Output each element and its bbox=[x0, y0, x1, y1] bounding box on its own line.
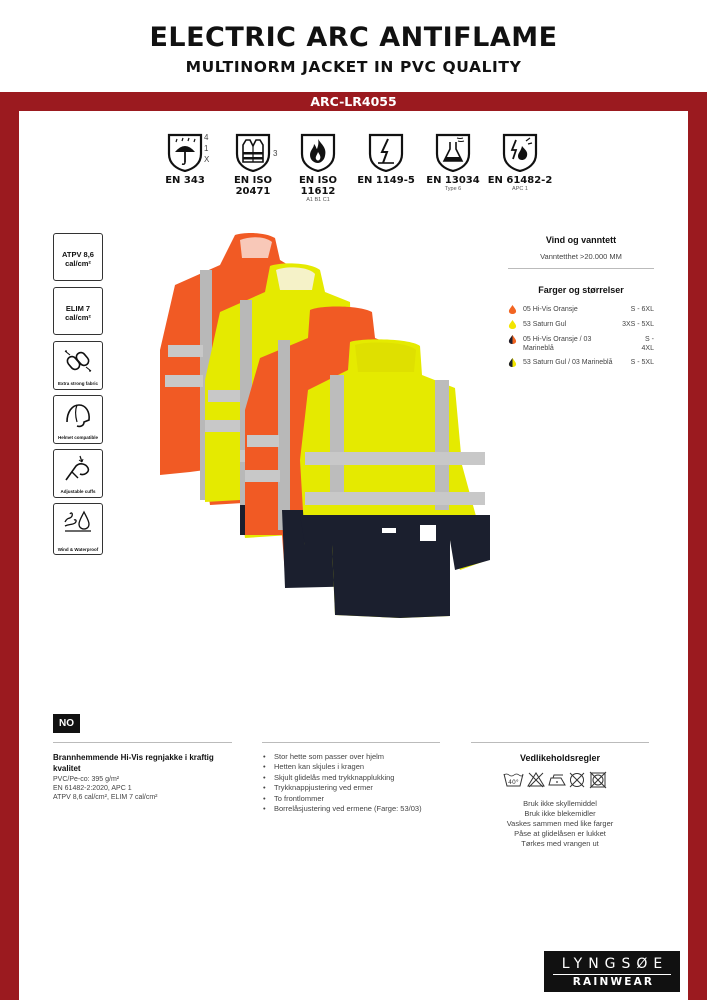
color-sizes: S - 6XL bbox=[630, 306, 654, 313]
norm-label: EN ISO 20471 bbox=[233, 175, 273, 197]
norm-sub: APC 1 bbox=[512, 186, 528, 192]
flame-shield-icon bbox=[298, 132, 338, 172]
color-row bbox=[508, 335, 654, 355]
divider bbox=[471, 742, 649, 743]
header bbox=[0, 0, 707, 92]
prop-caption: Adjustable cuffs bbox=[60, 489, 96, 494]
feature-item: • To frontlommer bbox=[263, 794, 463, 804]
language-badge: NO bbox=[53, 714, 80, 733]
electric-arc-shield-icon bbox=[500, 132, 540, 172]
norm-label: EN ISO 11612 bbox=[298, 175, 338, 197]
divider bbox=[53, 742, 232, 743]
prop-helmet bbox=[53, 395, 103, 444]
level-1: 4 bbox=[204, 133, 209, 142]
wind-water-icon bbox=[62, 508, 94, 534]
wind-water-title: Vind og vanntett bbox=[545, 235, 617, 245]
description-title: Brannhemmende Hi-Vis regnjakke i kraftig kvalitet bbox=[53, 753, 214, 773]
prop-atpv-text: ATPV 8,6 cal/cm² bbox=[62, 250, 94, 268]
no-dry-clean-icon bbox=[570, 773, 584, 787]
norm-en-iso-11612 bbox=[283, 132, 353, 204]
color-name: 53 Saturn Gul bbox=[523, 321, 567, 328]
umbrella-rain-shield-icon bbox=[165, 132, 205, 172]
color-sizes: 3XS - 5XL bbox=[622, 321, 654, 328]
feature-item: • Borrelåsjustering ved ermene (Farge: 53/03) bbox=[263, 804, 463, 814]
norm-en-iso-20471 bbox=[218, 132, 288, 197]
color-name: 05 Hi-Vis Oransje bbox=[523, 306, 578, 313]
care-line: Bruk ikke blekemidler bbox=[524, 809, 596, 818]
prop-caption: Helmet compatible bbox=[57, 435, 98, 440]
prop-wind-water bbox=[53, 503, 103, 555]
page-subtitle: MULTINORM JACKET IN PVC QUALITY bbox=[185, 58, 522, 76]
care-line: Tørkes med vrangen ut bbox=[521, 839, 599, 848]
color-name: 53 Saturn Gul / 03 Marineblå bbox=[523, 359, 613, 366]
helmet-icon bbox=[62, 400, 94, 430]
prop-atpv bbox=[53, 233, 103, 281]
lightning-shield-icon bbox=[366, 132, 406, 172]
prop-elim bbox=[53, 287, 103, 335]
hi-vis-vest-icon bbox=[233, 132, 273, 172]
care-title: Vedlikeholdsregler bbox=[519, 753, 601, 763]
prop-caption: Wind & Waterproof bbox=[57, 547, 99, 552]
norm-en13034 bbox=[418, 132, 488, 193]
norm-label: EN 343 bbox=[165, 175, 205, 186]
description-line: PVC/Pe-co: 395 g/m² bbox=[53, 776, 120, 783]
norm-sub: Type 6 bbox=[444, 186, 462, 192]
logo-separator bbox=[553, 974, 671, 975]
norm-en20471-class: 3 bbox=[273, 149, 278, 158]
drop-swatch-icon bbox=[508, 358, 517, 367]
color-row bbox=[508, 320, 654, 332]
color-sizes: S - 4XL bbox=[641, 336, 654, 352]
norm-label: EN 13034 bbox=[426, 175, 480, 186]
care-line: Bruk ikke skyllemiddel bbox=[523, 799, 597, 808]
color-row bbox=[508, 358, 654, 370]
feature-item: • Skjult glidelås med trykknapplukking bbox=[263, 773, 463, 783]
brand-logo bbox=[544, 951, 680, 992]
norm-en343 bbox=[150, 132, 220, 186]
product-jackets-image bbox=[150, 230, 500, 620]
logo-line1: LYNGSØE bbox=[561, 956, 669, 972]
norm-label: EN 61482-2 bbox=[487, 175, 553, 186]
drop-swatch-icon bbox=[508, 335, 517, 344]
feature-item: • Hetten kan skjules i kragen bbox=[263, 762, 463, 772]
wash-tub-icon bbox=[504, 774, 523, 786]
no-bleach-icon bbox=[528, 773, 544, 787]
prop-cuffs bbox=[53, 449, 103, 498]
divider bbox=[262, 742, 440, 743]
chain-icon bbox=[62, 346, 94, 376]
prop-extra-strong bbox=[53, 341, 103, 390]
level-3: X bbox=[204, 155, 210, 164]
divider bbox=[508, 268, 654, 269]
page-title: ELECTRIC ARC ANTIFLAME bbox=[149, 22, 558, 53]
prop-caption: Extra strong fabric bbox=[57, 381, 98, 386]
no-tumble-dry-icon bbox=[590, 772, 606, 788]
colors-title: Farger og størrelser bbox=[538, 285, 624, 295]
norm-label: EN 1149-5 bbox=[357, 175, 415, 186]
care-symbols bbox=[503, 770, 619, 790]
color-name: 05 Hi-Vis Oransje / 03 Marineblå bbox=[523, 336, 592, 352]
chemical-shield-icon bbox=[433, 132, 473, 172]
care-line: Påse at glidelåsen er lukket bbox=[514, 829, 606, 838]
feature-list bbox=[263, 752, 463, 814]
norm-en343-levels bbox=[204, 132, 209, 165]
norm-en1149-5 bbox=[351, 132, 421, 186]
color-row bbox=[508, 305, 654, 317]
wind-water-text: Vanntetthet >20.000 MM bbox=[540, 252, 622, 261]
prop-elim-text: ELIM 7 cal/cm² bbox=[65, 304, 91, 322]
norm-icons bbox=[150, 132, 560, 212]
description-line: EN 61482-2:2020, APC 1 bbox=[53, 785, 132, 792]
feature-item: • Trykknappjustering ved ermer bbox=[263, 783, 463, 793]
wash-temp: 40° bbox=[508, 779, 519, 786]
adjustable-cuff-icon bbox=[62, 454, 94, 484]
norm-sub: A1 B1 C1 bbox=[306, 197, 330, 203]
drop-swatch-icon bbox=[508, 305, 517, 314]
logo-line2: RAINWEAR bbox=[572, 976, 655, 988]
level-2: 1 bbox=[204, 144, 209, 153]
color-sizes: S - 5XL bbox=[630, 359, 654, 366]
feature-item: • Stor hette som passer over hjelm bbox=[263, 752, 463, 762]
description-line: ATPV 8,6 cal/cm², ELIM 7 cal/cm² bbox=[53, 794, 158, 801]
drop-swatch-icon bbox=[508, 320, 517, 329]
iron-icon bbox=[549, 775, 565, 785]
norm-en61482-2 bbox=[485, 132, 555, 193]
product-code: ARC-LR4055 bbox=[310, 94, 397, 109]
care-line: Vaskes sammen med like farger bbox=[506, 819, 614, 828]
